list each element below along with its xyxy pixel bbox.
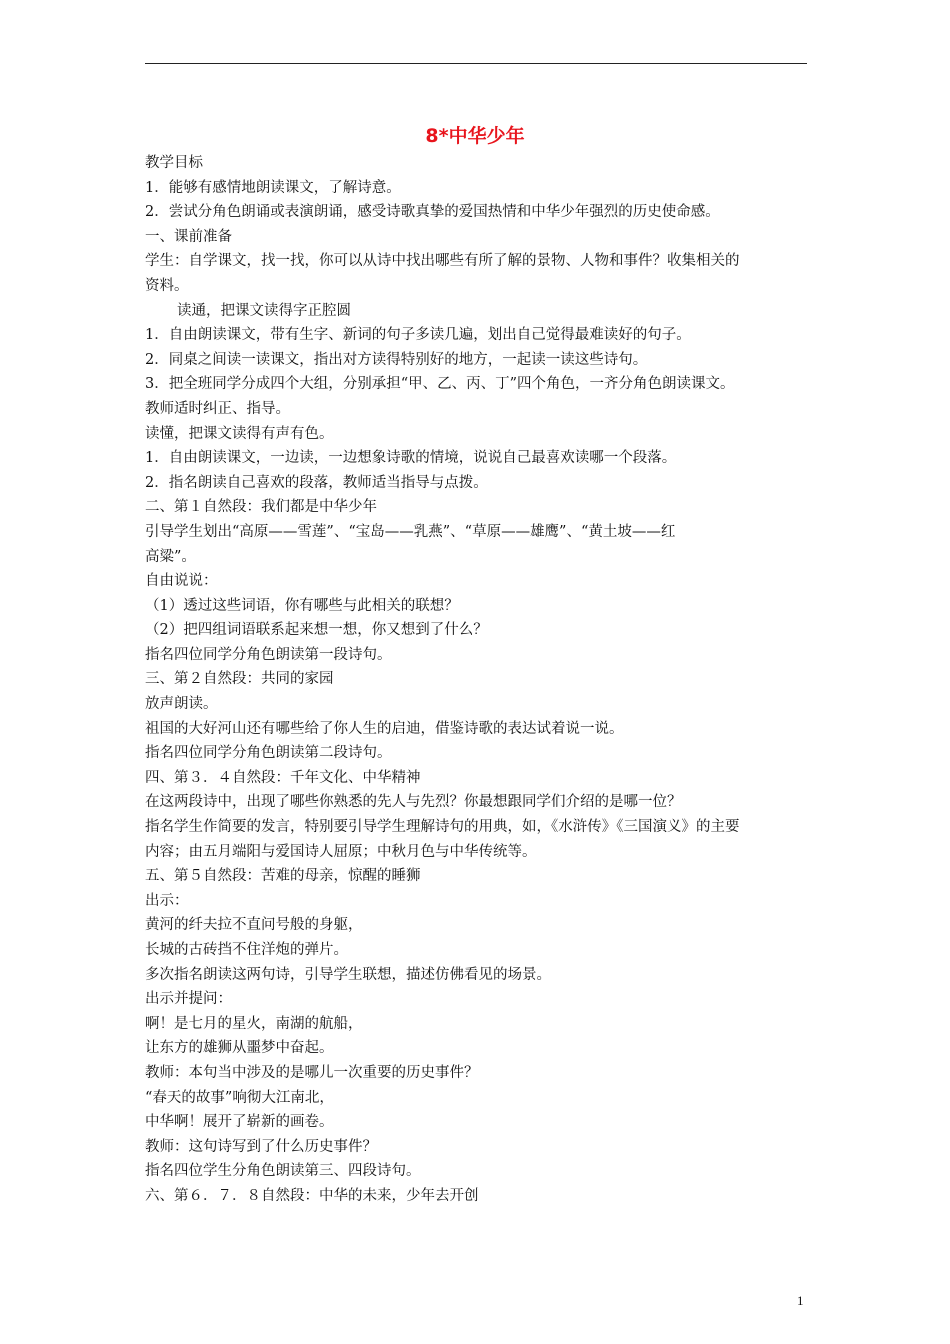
text-line: 指名学生作简要的发言，特别要引导学生理解诗句的用典，如，《水浒传》《三国演义》的主要: [145, 819, 740, 836]
text-line: 教师：本句当中涉及的是哪儿一次重要的历史事件？: [145, 1064, 479, 1081]
text-line: 读懂，把课文读得有声有色。: [145, 425, 334, 442]
text-line: （2）把四组词语联系起来想一想，你又想到了什么？: [145, 622, 488, 639]
text-line: 1．能够有感情地朗读课文，了解诗意。: [145, 179, 401, 196]
text-line: 教师：这句诗写到了什么历史事件？: [145, 1138, 377, 1155]
text-line: 啊！是七月的星火，南湖的航船，: [145, 1015, 363, 1032]
text-line: 出示：: [145, 892, 189, 909]
text-line: 让东方的雄狮从噩梦中奋起。: [145, 1040, 334, 1057]
text-line: 1．自由朗读课文，带有生字、新词的句子多读几遍，划出自己觉得最难读好的句子。: [145, 327, 691, 344]
text-line: 指名四位学生分角色朗读第三、四段诗句。: [145, 1163, 421, 1180]
text-line: 2．指名朗读自己喜欢的段落，教师适当指导与点拨。: [145, 474, 488, 491]
text-line: “春天的故事”响彻大江南北，: [145, 1089, 334, 1106]
document-body: [145, 151, 810, 1209]
text-line: 资料。: [145, 277, 189, 294]
text-line: 自由说说：: [145, 573, 218, 590]
text-line: 黄河的纤夫拉不直问号般的身躯，: [145, 917, 363, 934]
text-line: 六、第６．７．８自然段：中华的未来，少年去开创: [145, 1187, 479, 1204]
text-line: 出示并提问：: [145, 991, 232, 1008]
text-line: 指名四位同学分角色朗读第二段诗句。: [145, 745, 392, 762]
text-line: 高粱”。: [145, 548, 196, 565]
text-line: 学生：自学课文，找一找，你可以从诗中找出哪些有所了解的景物、人物和事件？收集相关的: [145, 253, 740, 270]
text-line: 在这两段诗中，出现了哪些你熟悉的先人与先烈？你最想跟同学们介绍的是哪一位？: [145, 794, 682, 811]
text-line: 内容；由五月端阳与爱国诗人屈原；中秋月色与中华传统等。: [145, 843, 537, 860]
page-title: 8*中华少年: [425, 125, 525, 147]
text-line: 教学目标: [145, 155, 203, 171]
text-line: 教师适时纠正、指导。: [145, 400, 290, 417]
text-line: （1）透过这些词语，你有哪些与此相关的联想？: [145, 597, 459, 614]
text-line: 放声朗读。: [145, 696, 218, 713]
text-line: 2．尝试分角色朗诵或表演朗诵，感受诗歌真挚的爱国热情和中华少年强烈的历史使命感。: [145, 204, 720, 221]
text-line: 读通，把课文读得字正腔圆: [177, 302, 351, 319]
header-rule: [145, 63, 807, 64]
text-line: 二、第１自然段：我们都是中华少年: [145, 499, 377, 516]
text-line: 四、第３．４自然段：千年文化、中华精神: [145, 769, 421, 786]
text-line: 祖国的大好河山还有哪些给了你人生的启迪，借鉴诗歌的表达试着说一说。: [145, 720, 624, 737]
text-line: 长城的古砖挡不住洋炮的弹片。: [145, 942, 348, 958]
text-line: 五、第５自然段：苦难的母亲，惊醒的睡狮: [145, 868, 421, 885]
page-number: 1: [797, 1293, 804, 1308]
text-line: 1．自由朗读课文，一边读，一边想象诗歌的情境，说说自己最喜欢读哪一个段落。: [145, 450, 677, 467]
text-line: 三、第２自然段：共同的家园: [145, 671, 334, 688]
text-line: 中华啊！展开了崭新的画卷。: [145, 1114, 334, 1131]
text-line: 指名四位同学分角色朗读第一段诗句。: [145, 646, 392, 663]
text-line: 一、课前准备: [145, 228, 232, 245]
text-line: 2．同桌之间读一读课文，指出对方读得特别好的地方，一起读一读这些诗句。: [145, 351, 648, 368]
text-line: 多次指名朗读这两句诗，引导学生联想，描述仿佛看见的场景。: [145, 966, 551, 983]
text-line: 引导学生划出“高原——雪莲”、“宝岛——乳燕”、“草原——雄鹰”、“黄土坡——红: [145, 523, 676, 540]
text-line: 3．把全班同学分成四个大组，分别承担“甲、乙、丙、丁”四个角色，一齐分角色朗读课文。: [145, 376, 735, 393]
